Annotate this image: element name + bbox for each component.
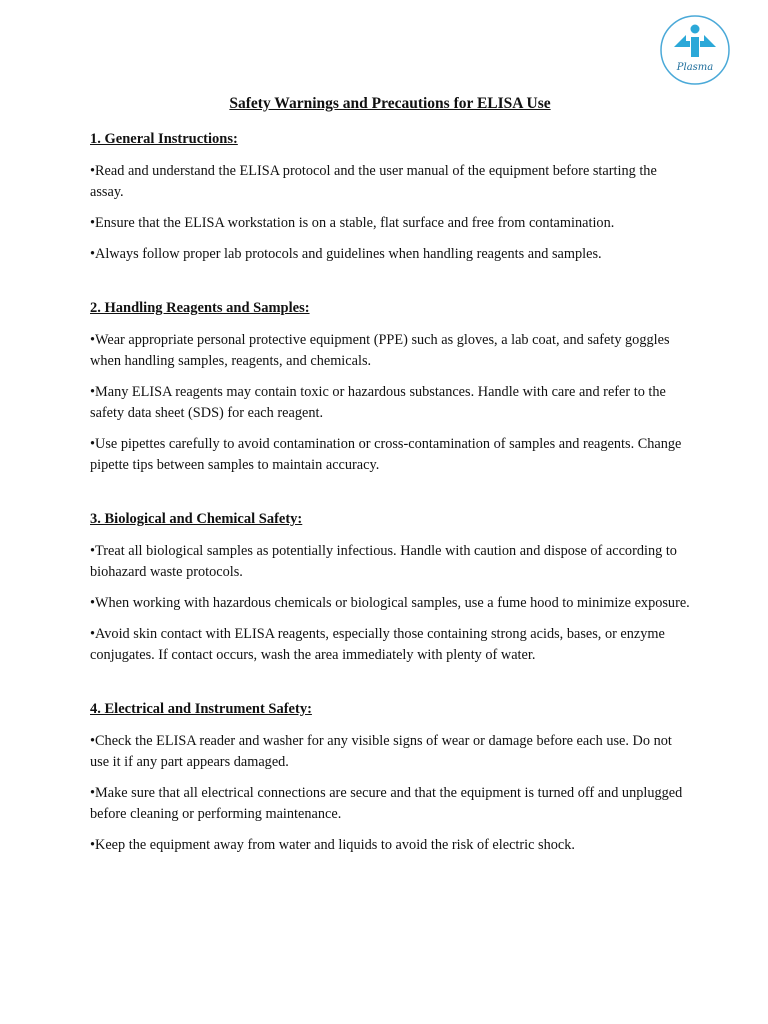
list-item: •Read and understand the ELISA protocol and the user manual of the equipment before starting the assay. [90,163,657,200]
section-general-instructions [90,129,690,265]
section-biological-chemical-safety [90,509,690,666]
list-item: •Make sure that all electrical connections are secure and that the equipment is turned off and unplugged before cleaning or performing maintenance. [90,785,683,822]
section-heading: 3. Biological and Chemical Safety: [90,511,303,527]
list-item: •Always follow proper lab protocols and guidelines when handling reagents and samples. [90,246,602,262]
list-item: •Many ELISA reagents may contain toxic or hazardous substances. Handle with care and refer to the safety data sheet (SDS) for each reagent. [90,384,666,421]
list-item: •Check the ELISA reader and washer for any visible signs of wear or damage before each use. Do not use it if any part appears damaged. [90,733,672,770]
logo-dot [691,25,700,34]
document-title: Safety Warnings and Precautions for ELISA Use [229,95,551,112]
document-body [90,93,690,866]
logo-mark [659,14,731,86]
section-electrical-safety [90,699,690,856]
list-item: •Treat all biological samples as potentially infectious. Handle with caution and dispose of according to biohazard waste protocols. [90,543,677,580]
list-item: •Keep the equipment away from water and liquids to avoid the risk of electric shock. [90,837,575,853]
section-handling-reagents [90,298,690,476]
section-heading: 1. General Instructions: [90,131,238,147]
logo-stem [691,37,699,57]
section-heading: 2. Handling Reagents and Samples: [90,300,310,316]
company-logo [659,14,731,86]
list-item: •Use pipettes carefully to avoid contamination or cross-contamination of samples and reagents. Change pipette tips between samples to maintain accuracy. [90,436,682,473]
section-heading: 4. Electrical and Instrument Safety: [90,701,312,717]
list-item: •Wear appropriate personal protective equipment (PPE) such as gloves, a lab coat, and safety goggles when handling samples, reagents, and chemicals. [90,332,670,369]
list-item: •Avoid skin contact with ELISA reagents, especially those containing strong acids, bases, or enzyme conjugates. If contact occurs, wash the area immediately with plenty of water. [90,626,665,663]
logo-wordmark: Plasma [676,62,714,73]
list-item: •When working with hazardous chemicals or biological samples, use a fume hood to minimize exposure. [90,595,690,611]
list-item: •Ensure that the ELISA workstation is on a stable, flat surface and free from contamination. [90,215,615,231]
